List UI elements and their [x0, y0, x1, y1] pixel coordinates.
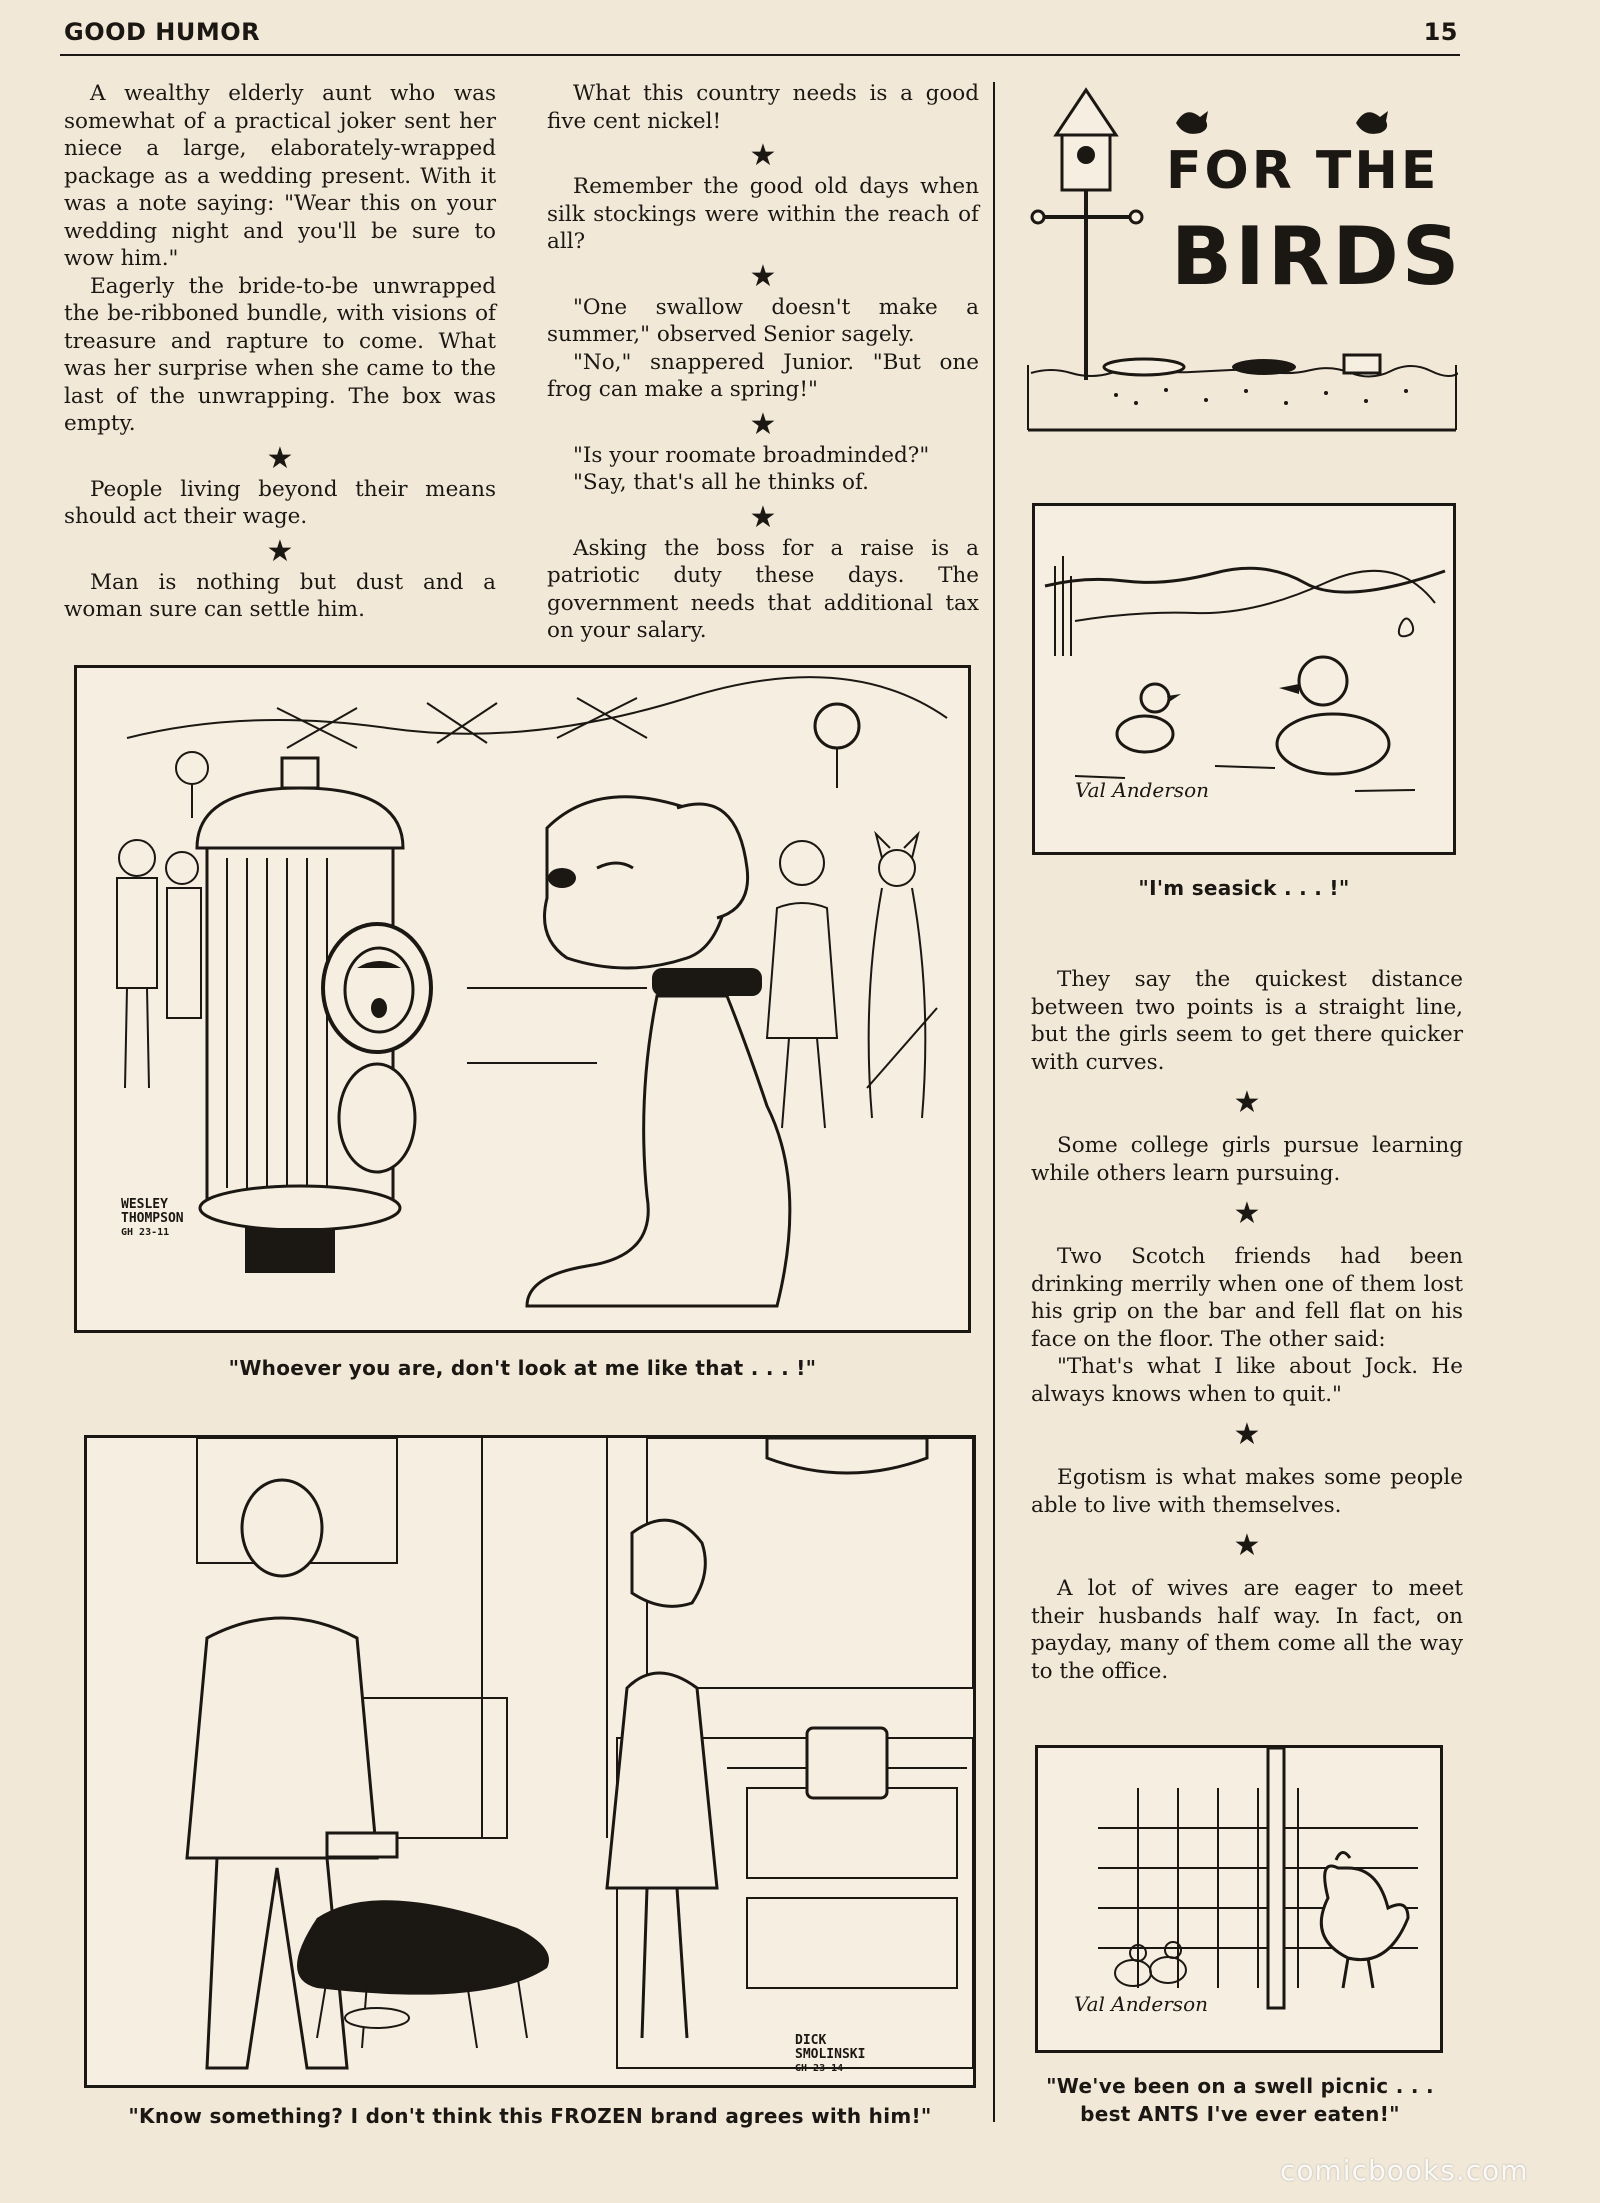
star-icon: ★	[266, 440, 294, 476]
ducks-caption: "I'm seasick . . . !"	[1138, 876, 1350, 900]
joke-text: Two Scotch friends had been drinking merrily when one of them lost his grip on the bar and fell flat on his face on the floor. The other said:	[1031, 1244, 1463, 1352]
joke-text: Asking the boss for a raise is a patriotic duty these days. The government needs that additional tax on your salary.	[547, 535, 979, 643]
magazine-title: GOOD HUMOR	[64, 18, 261, 46]
artist-signature: Val Anderson	[1074, 1992, 1208, 2016]
star-icon: ★	[1233, 1196, 1261, 1231]
joke-column-1	[64, 80, 496, 624]
joke-text: "Is your roomate broadminded?"	[573, 442, 930, 468]
for-the-birds-banner	[1026, 85, 1463, 435]
joke-text: People living beyond their means should act their wage.	[64, 476, 496, 529]
party-illustration	[77, 668, 968, 1330]
joke-text: A lot of wives are eager to meet their husbands half way. In fact, on payday, many of them come all the way to the office.	[1031, 1576, 1463, 1684]
banner-title-line1: FOR THE	[1166, 141, 1440, 201]
artist-signature: WESLEY THOMPSON GH 23-11	[121, 1197, 184, 1238]
joke-text: Remember the good old days when silk stockings were within the reach of all?	[547, 174, 979, 254]
joke-text: Egotism is what makes some people able to live with themselves.	[1031, 1465, 1463, 1518]
joke-column-2	[547, 80, 979, 645]
joke-text: They say the quickest distance between two points is a straight line, but the girls seem to get there quicker with curves.	[1031, 967, 1463, 1075]
page-number: 15	[1423, 18, 1458, 46]
joke-text: "Say, that's all he thinks of.	[573, 470, 870, 495]
ducks-cartoon-panel	[1032, 503, 1456, 855]
star-icon: ★	[749, 406, 777, 442]
joke-column-3	[1031, 966, 1463, 1685]
kitchen-cartoon-panel	[84, 1435, 976, 2088]
kitchen-caption: "Know something? I don't think this FROZEN brand agrees with him!"	[128, 2104, 932, 2128]
joke-text: What this country needs is a good five cent nickel!	[547, 81, 979, 134]
hens-caption-line1: "We've been on a swell picnic . . .	[1046, 2074, 1434, 2098]
hens-caption-line2: best ANTS I've ever eaten!"	[1080, 2102, 1400, 2126]
hens-cartoon-panel	[1035, 1745, 1443, 2053]
artist-signature: DICK SMOLINSKI GH 23-14	[795, 2033, 866, 2074]
joke-text: Eagerly the bride-to-be unwrapped the be-ribboned bundle, with visions of treasure and rapture to come. What was her surprise when she came to the last of the unwrapping. The box was empty.	[64, 273, 496, 436]
star-icon: ★	[1233, 1417, 1261, 1452]
joke-text: Some college girls pursue learning while others learn pursuing.	[1031, 1133, 1463, 1186]
star-icon: ★	[1233, 1528, 1261, 1563]
joke-text: "That's what I like about Jock. He always knows when to quit."	[1031, 1354, 1463, 1407]
kitchen-illustration	[87, 1438, 973, 2085]
star-icon: ★	[749, 258, 777, 294]
site-watermark: comicbooks.com	[1280, 2154, 1529, 2187]
banner-title-line2: BIRDS	[1171, 210, 1463, 303]
star-icon: ★	[266, 533, 294, 569]
header-rule	[60, 54, 1460, 56]
party-caption: "Whoever you are, don't look at me like that . . . !"	[228, 1356, 817, 1380]
star-icon: ★	[749, 138, 777, 173]
column-divider	[993, 82, 995, 2122]
joke-text: "One swallow doesn't make a summer," observed Senior sagely.	[547, 294, 979, 347]
joke-text: Man is nothing but dust and a woman sure can settle him.	[64, 569, 496, 622]
joke-text: "No," snappered Junior. "But one frog can make a spring!"	[547, 349, 979, 402]
artist-signature: Val Anderson	[1075, 778, 1209, 802]
hens-caption	[1020, 2072, 1460, 2128]
party-cartoon-panel	[74, 665, 971, 1333]
joke-text: A wealthy elderly aunt who was somewhat of a practical joker sent her niece a large, elaborately-wrapped package as a wedding present. With it was a note saying: "Wear this on your wedding night and you'll be sure to wow him."	[64, 81, 496, 271]
star-icon: ★	[749, 499, 777, 535]
star-icon: ★	[1233, 1085, 1261, 1120]
